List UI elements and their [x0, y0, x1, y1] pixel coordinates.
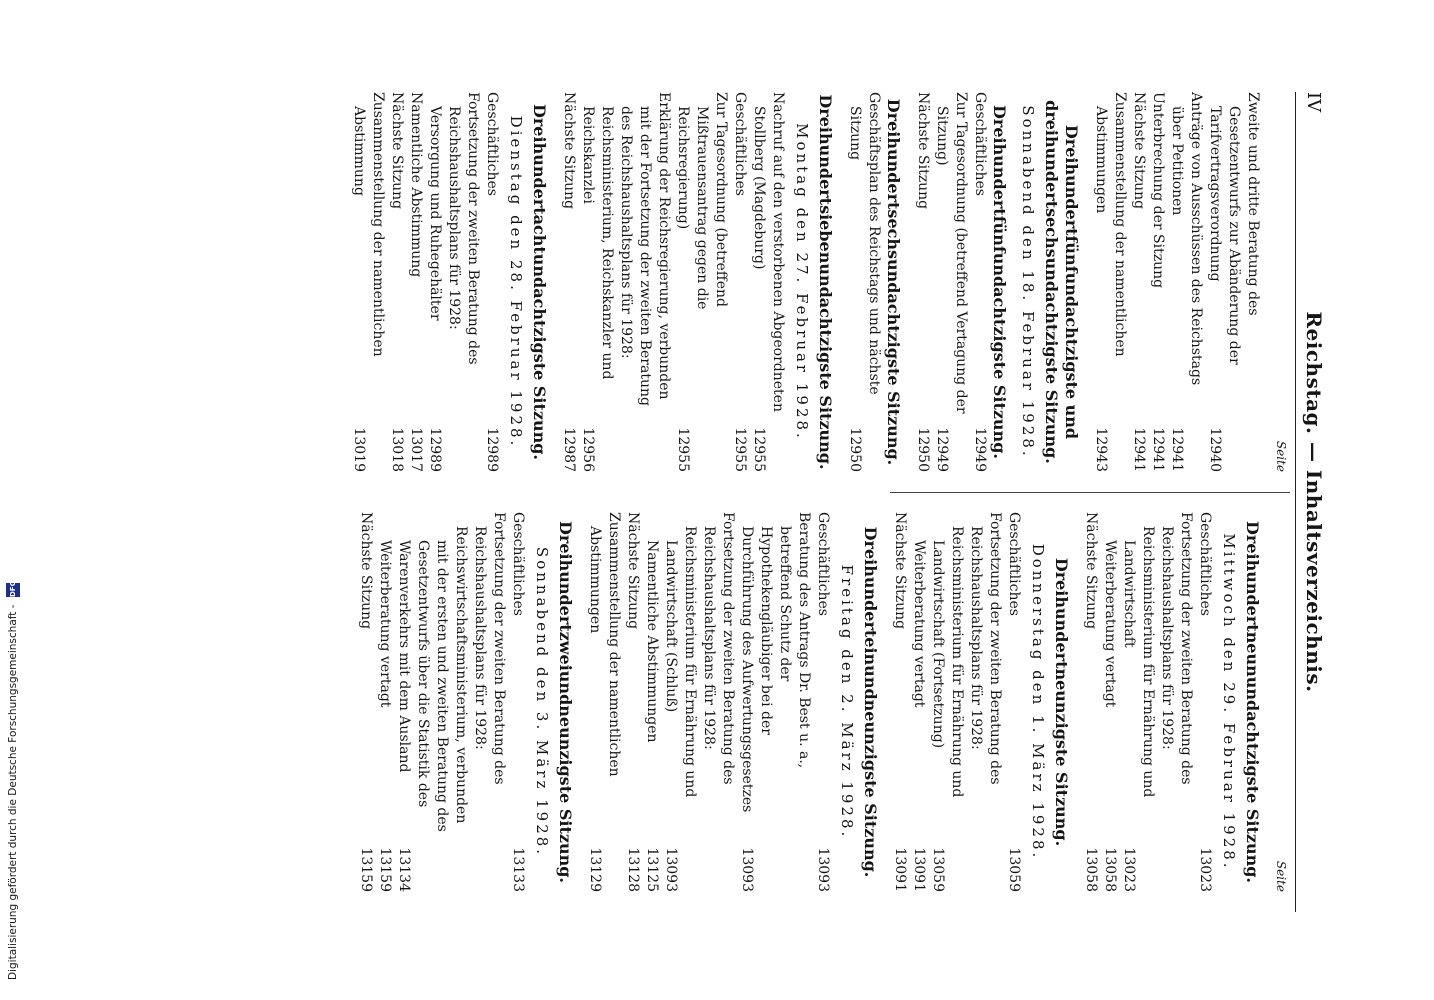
toc-entry-page: 12955: [675, 427, 691, 472]
toc-entry: [585, 512, 623, 892]
toc-entry: [1205, 92, 1262, 472]
toc-entry-page: 12987: [561, 427, 577, 472]
toc-entry: [699, 512, 737, 892]
toc-entry-label: Geschäftliches: [1006, 512, 1022, 616]
right-column: [356, 512, 1288, 892]
toc-entry-page: 13059: [930, 847, 946, 892]
session-title: Dreihundertfünfundachtzigste und dreihundertsechsundachtzigste Sitzung.: [1042, 100, 1081, 464]
toc-entry-page: 12950: [847, 427, 863, 472]
toc-entry-label: Fortsetzung der zweiten Beratung des Reichshaushaltsplans für 1928:: [472, 512, 507, 785]
toc-entry-page: 13134: [396, 847, 412, 892]
session-date: Sonnabend den 3. März 1928.: [533, 546, 551, 858]
toc-entry-label: Weiterberatung vertagt: [1102, 540, 1118, 708]
toc-entry: [913, 92, 932, 472]
toc-entry-label: Unterbrechung der Sitzung: [1150, 92, 1166, 289]
toc-entry: [1004, 512, 1023, 892]
toc-entry-page: 13019: [351, 427, 367, 472]
toc-entry-page: 13023: [1121, 847, 1137, 892]
session-title: Dreihundertsechsundachtzigste Sitzung.: [884, 98, 903, 466]
toc-entry-page: 13093: [663, 847, 679, 892]
toc-entry-page: 12950: [915, 427, 931, 472]
toc-entry-page: 12949: [934, 427, 950, 472]
toc-entry-page: 13058: [1083, 847, 1099, 892]
toc-entry-page: 12989: [427, 427, 443, 472]
toc-entry: [813, 512, 832, 892]
toc-entry: [966, 512, 1004, 892]
toc-entry: [482, 92, 501, 472]
session-date: Montag den 27. Februar 1928.: [793, 123, 811, 441]
session-date: Freitag den 2. März 1928.: [838, 564, 856, 840]
session-block: [1019, 92, 1081, 472]
session-date: Sonnabend den 18. Februar 1928.: [1019, 105, 1037, 459]
toc-entry-label: Nächste Sitzung: [389, 92, 405, 210]
toc-entry-page: 13129: [587, 847, 603, 892]
toc-entry-label: Weiterberatung vertagt: [911, 540, 927, 708]
session-block: [890, 512, 1071, 892]
session-title: Dreihundertfünfundachtzigste Sitzung.: [990, 105, 1009, 459]
toc-entry-label: Zweite und dritte Beratung des Gesetzentwurfs zur Abänderung der Tarifvertragsverordnung: [1207, 92, 1261, 365]
toc-entry-label: Geschäftliches: [1197, 512, 1213, 616]
toc-entry-label: Fortsetzung der zweiten Beratung des Reichshaushaltsplans für 1928:: [701, 512, 736, 785]
left-session-list: [349, 92, 1262, 472]
toc-entry: [1195, 512, 1214, 892]
toc-entry-label: Beratung des Antrags Dr. Best u. a., betreffend Schutz der Hypothekengläubiger bei der Durchführung des Aufwertungsgesetzes: [739, 512, 812, 813]
session-title: Dreihunderteinundneunzigste Sitzung.: [861, 526, 880, 878]
toc-entry-label: Fortsetzung der zweiten Beratung des Reichshaushaltsplans für 1928:: [1159, 512, 1194, 785]
toc-entry-page: 13023: [1197, 847, 1213, 892]
toc-entry: [1167, 92, 1205, 472]
toc-entry-label: Nächste Sitzung: [1083, 512, 1099, 630]
page-header: [1290, 92, 1330, 912]
session-block: [585, 512, 880, 892]
running-title: Reichstag. — Inhaltsverzeichnis.: [1302, 311, 1326, 693]
toc-entry-label: Nächste Sitzung: [892, 512, 908, 630]
toc-entry-label: Nächste Sitzung: [625, 512, 641, 630]
toc-entry: [909, 512, 928, 892]
toc-entry-label: Anträge von Ausschüssen des Reichstags über Petitionen: [1169, 92, 1204, 386]
toc-entry-page: 12989: [484, 427, 500, 472]
session-date: Mittwoch den 29. Februar 1928.: [1220, 533, 1238, 871]
session-title: Dreihundertneunundachtzigste Sitzung.: [1243, 521, 1262, 883]
toc-entry: [406, 92, 425, 472]
toc-entry-page: 13159: [377, 847, 393, 892]
dfg-logo: DFG: [6, 583, 20, 597]
seite-label: Seite: [1274, 860, 1288, 892]
toc-entry: [444, 92, 482, 472]
toc-entry: [425, 92, 444, 472]
session-title: Dreihundertzweiundneunzigste Sitzung.: [556, 521, 575, 883]
toc-entry: [1157, 512, 1195, 892]
toc-entry-label: Nächste Sitzung: [561, 92, 577, 210]
rotated-page-content: [100, 92, 1330, 912]
toc-entry-page: 12943: [1093, 427, 1109, 472]
session-date: Donnerstag den 1. März 1928.: [1029, 543, 1047, 861]
toc-entry-label: Nachruf auf den verstorbenen Abgeordneten Stollberg (Magdeburg): [751, 92, 786, 412]
toc-entry-page: 13017: [408, 427, 424, 472]
session-title: Dreihundertsiebenundachtzigste Sitzung.: [816, 94, 835, 470]
session-block: [845, 92, 903, 472]
toc-entry-label: Weiterberatung vertagt: [377, 540, 393, 708]
toc-entry-page: 12941: [1150, 427, 1166, 472]
header-rule: [1295, 92, 1296, 912]
toc-entry-page: 13059: [1006, 847, 1022, 892]
toc-entry-label: Nächste Sitzung: [915, 92, 931, 210]
toc-entry: [394, 512, 470, 892]
toc-entry: [673, 92, 730, 472]
toc-entry: [845, 92, 883, 472]
toc-entry-page: 12949: [972, 427, 988, 472]
toc-entry: [661, 512, 699, 892]
toc-entry: [1119, 512, 1157, 892]
toc-entry: [1091, 92, 1129, 472]
toc-entry-page: 13018: [389, 427, 405, 472]
toc-entry: [623, 512, 642, 892]
toc-entry: [349, 92, 387, 472]
toc-entry-label: Fortsetzung der zweiten Beratung des Reichshaushaltsplans für 1928:: [968, 512, 1003, 785]
toc-entry-page: 13093: [815, 847, 831, 892]
toc-entry-label: Zusammenstellung der namentlichen Abstimmung: [351, 92, 386, 357]
toc-entry-page: 12941: [1169, 427, 1185, 472]
footer-text: Digitalisierung gefördert durch die Deutsche Forschungsgemeinschaft -: [7, 604, 19, 980]
toc-entry-page: 12941: [1131, 427, 1147, 472]
toc-entry-label: Namentliche Abstimmung: [408, 92, 424, 278]
toc-entry-page: 12940: [1207, 427, 1223, 472]
toc-entry-page: 13125: [644, 847, 660, 892]
toc-entry: [470, 512, 508, 892]
toc-entry-page: 13133: [510, 847, 526, 892]
right-session-list: [356, 512, 1262, 892]
toc-entry-page: 13091: [911, 847, 927, 892]
toc-entry: [928, 512, 966, 892]
session-title: Dreihundertachtundachtzigste Sitzung.: [530, 104, 549, 460]
toc-entry-page: 13091: [892, 847, 908, 892]
toc-entry-page: 12955: [751, 427, 767, 472]
toc-entry-label: Zur Tagesordnung (betreffend Vertagung der Sitzung): [934, 92, 969, 414]
left-column: [349, 92, 1288, 472]
toc-entry-label: Geschäftliches: [972, 92, 988, 196]
toc-entry: [375, 512, 394, 892]
session-block: [349, 92, 549, 472]
session-date: Dienstag den 28. Februar 1928.: [507, 115, 525, 449]
toc-entry-label: Namentliche Abstimmungen: [644, 540, 660, 743]
toc-entry: [578, 92, 673, 472]
toc-entry-label: Zusammenstellung der namentlichen Abstimmungen: [1093, 92, 1128, 357]
toc-entry: [890, 512, 909, 892]
toc-entry: [642, 512, 661, 892]
toc-entry: [1081, 512, 1100, 892]
toc-entry-label: Zusammenstellung der namentlichen Abstimmungen: [587, 512, 622, 777]
seite-label: Seite: [1274, 440, 1288, 472]
toc-entry: [559, 92, 578, 472]
toc-entry: [737, 512, 813, 892]
toc-entry: [1148, 92, 1167, 472]
toc-entry-page: 13058: [1102, 847, 1118, 892]
digitization-footer: [6, 14, 20, 980]
toc-entry-label: Geschäftsplan des Reichstags und nächste Sitzung: [847, 92, 882, 395]
toc-entry-page: 13093: [739, 847, 755, 892]
session-title: Dreihundertneunzigste Sitzung.: [1052, 557, 1071, 847]
toc-entry-label: Geschäftliches: [732, 92, 748, 196]
toc-entry: [508, 512, 527, 892]
session-block: [913, 92, 1009, 472]
toc-entry: [387, 92, 406, 472]
toc-entry-page: 12956: [580, 427, 596, 472]
session-block: [1081, 512, 1262, 892]
toc-entry-label: Nächste Sitzung: [358, 512, 374, 630]
toc-entry-label: Zur Tagesordnung (betreffend Mißtrauensantrag gegen die Reichsregierung): [675, 92, 729, 310]
toc-entry-label: Fortsetzung der zweiten Beratung des Reichshaushaltsplans für 1928:: [446, 92, 481, 365]
toc-entry: [932, 92, 970, 472]
toc-entry-label: Nächste Sitzung: [1131, 92, 1147, 210]
toc-entry: [1129, 92, 1148, 472]
toc-entry: [970, 92, 989, 472]
toc-entry-page: 13159: [358, 847, 374, 892]
page-number: IV: [1303, 92, 1324, 113]
toc-entry-label: Geschäftliches: [484, 92, 500, 196]
toc-entry: [749, 92, 787, 472]
column-divider: [890, 492, 1290, 493]
toc-entry: [1100, 512, 1119, 892]
toc-entry-label: Geschäftliches: [815, 512, 831, 616]
toc-entry-page: 12955: [732, 427, 748, 472]
toc-entry: [356, 512, 375, 892]
toc-entry-label: Reichsministerium für Ernährung und Landwirtschaft (Fortsetzung): [930, 526, 965, 798]
session-block: [356, 512, 575, 892]
toc-entry-label: Versorgung und Ruhegehälter: [427, 106, 443, 321]
toc-entry-label: Reichsministerium für Ernährung und Landwirtschaft: [1121, 526, 1156, 798]
toc-entry-label: Geschäftliches: [510, 512, 526, 616]
toc-entry-label: Reichsministerium für Ernährung und Landwirtschaft (Schluß): [663, 526, 698, 798]
toc-entry-page: 13128: [625, 847, 641, 892]
toc-entry-label: Reichswirtschaftsministerium, verbunden mit der ersten und zweiten Beratung des Gesetzentwurfs über die Statistik des Warenverkehrs mit dem Ausland: [396, 526, 469, 832]
toc-entry-label: Erklärung der Reichsregierung, verbunden mit der Fortsetzung der zweiten Beratung des Reichshaushaltsplans für 1928: Reichsministerium, Reichskanzler und Reichskanzlei: [580, 92, 672, 406]
session-block: [1091, 92, 1262, 472]
session-block: [559, 92, 835, 472]
toc-entry: [730, 92, 749, 472]
